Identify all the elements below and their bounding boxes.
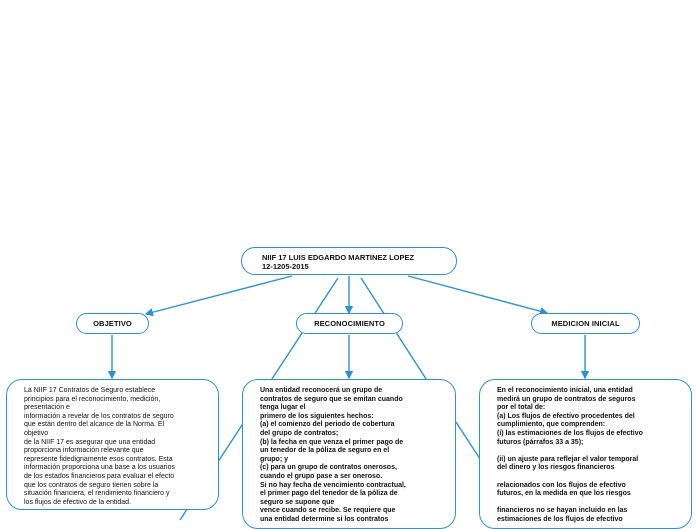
card-objetivo[interactable] [6, 379, 219, 510]
root-title: NIIF 17 LUIS EDGARDO MARTINEZ LOPEZ 12-1205-2015 [262, 253, 415, 271]
branch-objetivo-label: OBJETIVO [93, 319, 132, 328]
card-reconocimiento[interactable] [242, 379, 456, 529]
root-node[interactable] [241, 247, 457, 275]
branch-objetivo[interactable] [76, 313, 149, 334]
branch-reconocimiento[interactable] [296, 313, 403, 334]
card-medicion-inicial[interactable] [479, 379, 692, 529]
branch-reconocimiento-label: RECONOCIMIENTO [314, 319, 385, 328]
branch-medicion-label: MEDICION INICIAL [551, 319, 620, 328]
card-objetivo-text: La NIIF 17 Contratos de Seguro establece principios para el reconocimiento, medición, presentación e información a revelar de los contratos de seguro que están dentro del alcance de la Norma. El objetivo de la NIIF 17 es asegurar que una entidad proporciona información relevante que represente fidedignamente esos contratos. Esta información proporciona una base a los usuarios de los estados financieros para evaluar el efecto que los contratos de seguro tienen sobre la situación financiera, el rendimiento financiero y los flujos de efectivo de la entidad. [24, 387, 175, 506]
branch-medicion-inicial[interactable] [531, 313, 640, 334]
link-root-objetivo [146, 276, 292, 314]
card-medicion-text: En el reconocimiento inicial, una entidad medirá un grupo de contratos de seguros por el total de: (a) Los flujos de efectivo procedentes del cumplimiento, que comprenden: (i) las estimaciones de los flujos de efectivo futuros (párrafos 33 a 35); (ii) un ajuste para reflejar el valor temporal del dinero y los riesgos financieros relacionados con los flujos de efectivo futuros, en la medida en que los riesgos financieros no se hayan incluido en las estimaciones de los flujos de efectivo [497, 387, 643, 523]
card-reconocimiento-text: Una entidad reconocerá un grupo de contratos de seguro que se emitan cuando tenga lugar el primero de los siguientes hechos: (a) el comienzo del periodo de cobertura del grupo de contratos; (b) la fecha en que venza el primer pago de un tenedor de la póliza de seguro en el grupo; y (c) para un grupo de contratos onerosos, cuando el grupo pase a ser oneroso. Si no hay fecha de vencimiento contractual, el primer pago del tenedor de la póliza de seguro se supone que vence cuando se recibe. Se requiere que una entidad determine si los contratos [260, 387, 406, 523]
link-root-medicion [408, 276, 547, 313]
